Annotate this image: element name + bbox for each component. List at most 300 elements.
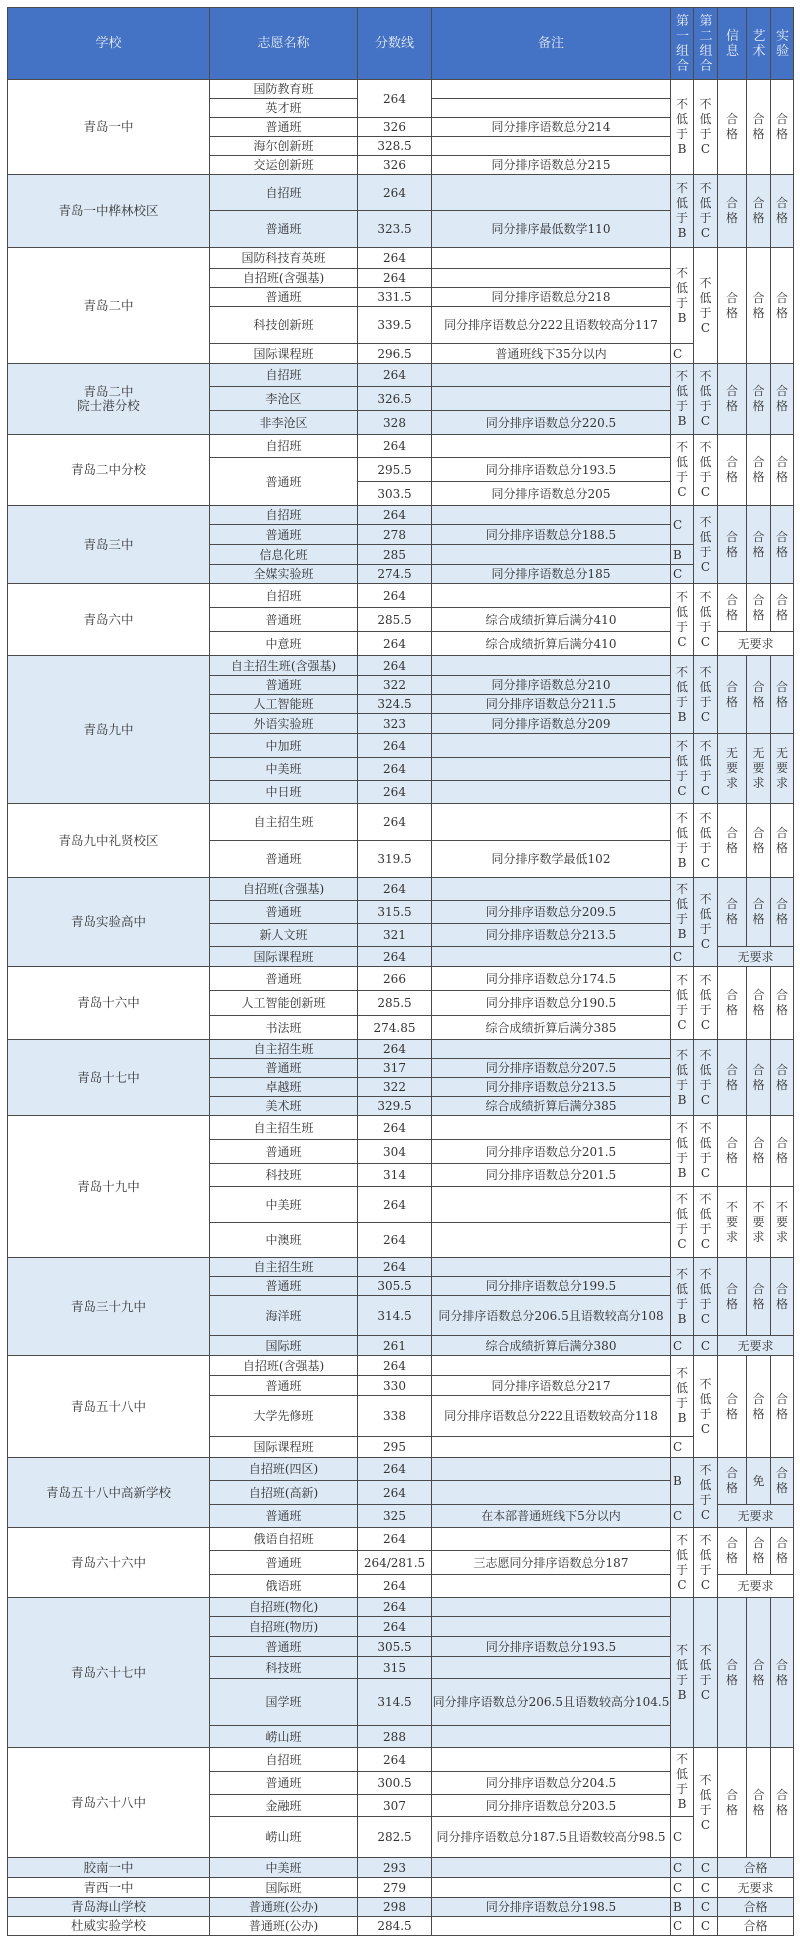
combo2: C [694,1336,718,1356]
program: 科技班 [210,1164,358,1187]
score: 279 [358,1878,432,1898]
note [432,387,671,411]
table-row [8,506,794,525]
score: 264 [358,1528,432,1551]
score: 264 [358,506,432,525]
score: 285.5 [358,608,432,632]
note: 普通班线下35分以内 [432,344,671,364]
note: 同分排序语数总分174.5 [432,967,671,991]
table-row [8,1258,794,1277]
no-requirement: 无要求 [718,1336,794,1356]
no-requirement: 无要求 [718,632,794,656]
combo2: 不低于C [694,967,718,1040]
combo1: C [671,1878,694,1898]
note: 同分排序语数总分193.5 [432,458,671,482]
program: 普通班 [210,1505,358,1528]
score: 264 [358,1187,432,1223]
score: 315.5 [358,901,432,924]
program: 普通班 [210,1140,358,1164]
table-row [8,175,794,211]
program: 自主招生班 [210,1040,358,1059]
art: 不要求 [747,1187,771,1258]
info: 合格 [718,1458,747,1505]
combo2: 不低于C [694,364,718,435]
program: 普通班 [210,458,358,506]
score: 264 [358,1575,432,1598]
score: 264 [358,175,432,211]
info: 合格 [718,804,747,878]
info: 合格 [718,248,747,364]
note [432,1040,671,1059]
note: 同分排序语数总分190.5 [432,991,671,1016]
art: 合格 [747,1528,771,1575]
note: 在本部普通班线下5分以内 [432,1505,671,1528]
note: 同分排序语数总分211.5 [432,695,671,714]
combo2: 不低于C [694,175,718,248]
score: 264 [358,632,432,656]
note [432,804,671,841]
note [432,1458,671,1481]
school-name: 青岛六十六中 [8,1528,210,1598]
combo2: 不低于C [694,1748,718,1858]
program: 中澳班 [210,1223,358,1258]
program: 海尔创新班 [210,137,358,156]
combo1: 不低于B [671,364,694,435]
note: 同分排序语数总分210 [432,676,671,695]
combo1: C [671,506,694,545]
program: 自招班(物化) [210,1598,358,1617]
score: 322 [358,676,432,695]
school-name: 青岛二中 [8,248,210,364]
school-name: 青岛五十八中 [8,1356,210,1458]
score: 305.5 [358,1277,432,1296]
combo2: 不低于C [694,804,718,878]
note [432,1116,671,1140]
lab: 合格 [771,1458,794,1505]
info: 无要求 [718,734,747,804]
score: 264 [358,1598,432,1617]
program: 普通班 [210,1637,358,1657]
combo1: 不低于B [671,1116,694,1187]
combo2: 不低于C [694,734,718,804]
school-name: 青岛一中 [8,80,210,175]
combo1: 不低于C [671,1528,694,1598]
score: 314.5 [358,1296,432,1336]
lab: 合格 [771,1748,794,1858]
table-row [8,1528,794,1551]
requirement: 无要求 [718,1878,794,1898]
score: 296.5 [358,344,432,364]
combo1: 不低于C [671,584,694,656]
no-requirement: 无要求 [718,947,794,967]
school-name: 青岛十七中 [8,1040,210,1116]
note [432,364,671,387]
table-row [8,804,794,841]
score: 284.5 [358,1917,432,1936]
program: 自招班 [210,435,358,458]
combo1: 不低于C [671,435,694,506]
program: 非李沧区 [210,411,358,435]
program: 中日班 [210,781,358,804]
lab: 合格 [771,1598,794,1748]
score: 331.5 [358,288,432,307]
score: 317 [358,1059,432,1078]
info: 合格 [718,1040,747,1116]
combo1: 不低于C [671,734,694,804]
lab: 合格 [771,364,794,435]
score: 264 [358,364,432,387]
note [432,269,671,288]
no-requirement: 无要求 [718,1505,794,1528]
table-row [8,364,794,387]
program: 自主招生班 [210,1116,358,1140]
program: 普通班 [210,841,358,878]
score: 264 [358,781,432,804]
note [432,1481,671,1505]
school-name: 杜威实验学校 [8,1917,210,1936]
art: 免 [747,1458,771,1505]
program: 人工智能创新班 [210,991,358,1016]
score: 338 [358,1396,432,1437]
program: 普通班 [210,211,358,248]
table-row [8,1858,794,1878]
note [432,1528,671,1551]
note: 同分排序数学最低102 [432,841,671,878]
program: 俄语班 [210,1575,358,1598]
combo1: 不低于B [671,248,694,344]
program: 中加班 [210,734,358,758]
note [432,248,671,269]
note [432,545,671,565]
program: 卓越班 [210,1078,358,1097]
note: 同分排序语数总分217 [432,1376,671,1396]
program: 中美班 [210,758,358,781]
score: 298 [358,1898,432,1917]
note: 同分排序语数总分188.5 [432,525,671,545]
header-row [8,8,794,80]
score: 326 [358,118,432,137]
note [432,781,671,804]
school-name: 胶南一中 [8,1858,210,1878]
combo1: C [671,1437,694,1458]
note: 综合成绩折算后满分385 [432,1097,671,1116]
score: 304 [358,1140,432,1164]
combo2: 不低于C [694,1528,718,1598]
table-row [8,878,794,901]
score: 282.5 [358,1817,432,1858]
program: 普通班 [210,901,358,924]
combo2: C [694,1917,718,1936]
program: 自招班(含强基) [210,878,358,901]
program: 自主招生班 [210,804,358,841]
lab: 合格 [771,248,794,364]
note [432,1575,671,1598]
score: 295 [358,1437,432,1458]
note: 同分排序最低数学110 [432,211,671,248]
lab: 合格 [771,584,794,632]
combo1: 不低于B [671,1356,694,1437]
note [432,137,671,156]
art: 合格 [747,804,771,878]
note [432,1917,671,1936]
note: 同分排序语数总分215 [432,156,671,175]
program: 普通班(公办) [210,1917,358,1936]
score: 264 [358,584,432,608]
program: 普通班 [210,1277,358,1296]
program: 自招班 [210,175,358,211]
admission-score-table [7,7,794,1936]
program: 普通班 [210,288,358,307]
score: 319.5 [358,841,432,878]
lab: 合格 [771,878,794,947]
info: 合格 [718,435,747,506]
note: 同分排序语数总分209.5 [432,901,671,924]
score: 330 [358,1376,432,1396]
note: 同分排序语数总分214 [432,118,671,137]
note [432,1748,671,1772]
info: 合格 [718,1748,747,1858]
combo1: 不低于B [671,878,694,947]
program: 俄语自招班 [210,1528,358,1551]
note: 同分排序语数总分209 [432,714,671,734]
note: 同分排序语数总分213.5 [432,924,671,947]
combo2: 不低于C [694,1116,718,1187]
program: 普通班 [210,1551,358,1575]
lab: 合格 [771,175,794,248]
combo2: 不低于C [694,1598,718,1748]
note: 综合成绩折算后满分380 [432,1336,671,1356]
score: 264 [358,734,432,758]
combo2: 不低于C [694,878,718,967]
score: 264 [358,435,432,458]
note: 同分排序语数总分213.5 [432,1078,671,1097]
program: 普通班 [210,608,358,632]
score: 264 [358,1481,432,1505]
info: 合格 [718,506,747,584]
school-name: 青岛实验高中 [8,878,210,967]
program: 书法班 [210,1016,358,1040]
header-combo1: 第一组合 [671,8,694,80]
program: 自主招生班 [210,1258,358,1277]
school-name: 青岛六十七中 [8,1598,210,1748]
note [432,656,671,676]
school-name: 青岛十六中 [8,967,210,1040]
combo1: C [671,1858,694,1878]
art: 合格 [747,1748,771,1858]
combo2: 不低于C [694,1187,718,1258]
note [432,435,671,458]
score: 314.5 [358,1679,432,1726]
table-row [8,1598,794,1617]
program: 金融班 [210,1795,358,1817]
combo2: 不低于C [694,1458,718,1528]
score: 264 [358,804,432,841]
combo2: C [694,1898,718,1917]
art: 合格 [747,506,771,584]
score: 266 [358,967,432,991]
art: 合格 [747,80,771,175]
combo1: 不低于B [671,656,694,734]
note: 综合成绩折算后满分410 [432,632,671,656]
lab: 不要求 [771,1187,794,1258]
info: 合格 [718,584,747,632]
score: 264 [358,947,432,967]
program: 崂山班 [210,1726,358,1748]
program: 自招班 [210,506,358,525]
program: 自招班 [210,584,358,608]
program: 海洋班 [210,1296,358,1336]
art: 合格 [747,584,771,632]
program: 自招班 [210,364,358,387]
combo2: 不低于C [694,1040,718,1116]
combo2: 不低于C [694,584,718,656]
score: 264 [358,1223,432,1258]
program: 中意班 [210,632,358,656]
note: 同分排序语数总分206.5且语数较高分108 [432,1296,671,1336]
art: 合格 [747,1040,771,1116]
combo1: B [671,1458,694,1505]
school-name: 青岛九中 [8,656,210,804]
note: 同分排序语数总分201.5 [432,1164,671,1187]
program: 外语实验班 [210,714,358,734]
art: 合格 [747,175,771,248]
school-name: 青岛二中 院士港分校 [8,364,210,435]
note [432,584,671,608]
art: 合格 [747,878,771,947]
note: 同分排序语数总分203.5 [432,1795,671,1817]
score: 264 [358,269,432,288]
table-row [8,1898,794,1917]
lab: 合格 [771,967,794,1040]
combo2: 不低于C [694,435,718,506]
art: 合格 [747,1356,771,1458]
combo1: C [671,1505,694,1528]
lab: 合格 [771,435,794,506]
program: 大学先修班 [210,1396,358,1437]
program: 中美班 [210,1858,358,1878]
score: 264 [358,656,432,676]
score: 314 [358,1164,432,1187]
note: 同分排序语数总分206.5且语数较高分104.5 [432,1679,671,1726]
combo1: C [671,1817,694,1858]
score: 324.5 [358,695,432,714]
program: 普通班 [210,525,358,545]
program: 科技班 [210,1657,358,1679]
note: 同分排序语数总分218 [432,288,671,307]
info: 合格 [718,175,747,248]
combo1: 不低于B [671,1258,694,1336]
note: 同分排序语数总分201.5 [432,1140,671,1164]
school-name: 青岛一中桦林校区 [8,175,210,248]
score: 326.5 [358,387,432,411]
program: 崂山班 [210,1817,358,1858]
combo2: 不低于C [694,1356,718,1458]
program: 交运创新班 [210,156,358,175]
lab: 合格 [771,80,794,175]
note [432,175,671,211]
combo2: 不低于C [694,656,718,734]
table-row [8,435,794,458]
score: 326 [358,156,432,175]
art: 无要求 [747,734,771,804]
score: 264 [358,758,432,781]
score: 264 [358,248,432,269]
art: 合格 [747,656,771,734]
score: 274.5 [358,565,432,584]
school-name: 青岛海山学校 [8,1898,210,1917]
art: 合格 [747,364,771,435]
program: 国防科技育英班 [210,248,358,269]
score: 293 [358,1858,432,1878]
combo1: C [671,565,694,584]
note: 综合成绩折算后满分410 [432,608,671,632]
art: 合格 [747,967,771,1040]
combo1: 不低于B [671,80,694,175]
lab: 合格 [771,1116,794,1187]
info: 合格 [718,1258,747,1336]
program: 英才班 [210,99,358,118]
header-info: 信息 [718,8,747,80]
art: 合格 [747,1258,771,1336]
info: 合格 [718,656,747,734]
score: 323.5 [358,211,432,248]
table-row [8,1748,794,1772]
combo1: B [671,545,694,565]
note [432,1356,671,1376]
note: 同分排序语数总分205 [432,482,671,506]
header-note: 备注 [432,8,671,80]
program: 国防教育班 [210,80,358,99]
note [432,1858,671,1878]
note: 三志愿同分排序语数总分187 [432,1551,671,1575]
score: 307 [358,1795,432,1817]
note [432,1258,671,1277]
program: 普通班(公办) [210,1898,358,1917]
score: 321 [358,924,432,947]
note [432,1187,671,1223]
combo2: C [694,1858,718,1878]
note [432,947,671,967]
no-requirement: 无要求 [718,1575,794,1598]
header-art: 艺术 [747,8,771,80]
info: 不要求 [718,1187,747,1258]
combo2: 不低于C [694,506,718,584]
combo1: 不低于B [671,804,694,878]
note [432,1617,671,1637]
info: 合格 [718,80,747,175]
program: 人工智能班 [210,695,358,714]
table-row [8,584,794,608]
program: 国际班 [210,1878,358,1898]
program: 国际课程班 [210,1437,358,1458]
combo1: C [671,947,694,967]
lab: 合格 [771,1040,794,1116]
program: 自招班 [210,1748,358,1772]
combo1: 不低于C [671,967,694,1040]
combo2: 不低于C [694,1258,718,1336]
score: 295.5 [358,458,432,482]
score: 300.5 [358,1772,432,1795]
score: 264 [358,1356,432,1376]
score: 264 [358,1617,432,1637]
combo1: 不低于B [671,1040,694,1116]
score: 264/281.5 [358,1551,432,1575]
requirement: 合格 [718,1917,794,1936]
table-row [8,248,794,269]
score: 329.5 [358,1097,432,1116]
art: 合格 [747,1116,771,1187]
score: 323 [358,714,432,734]
